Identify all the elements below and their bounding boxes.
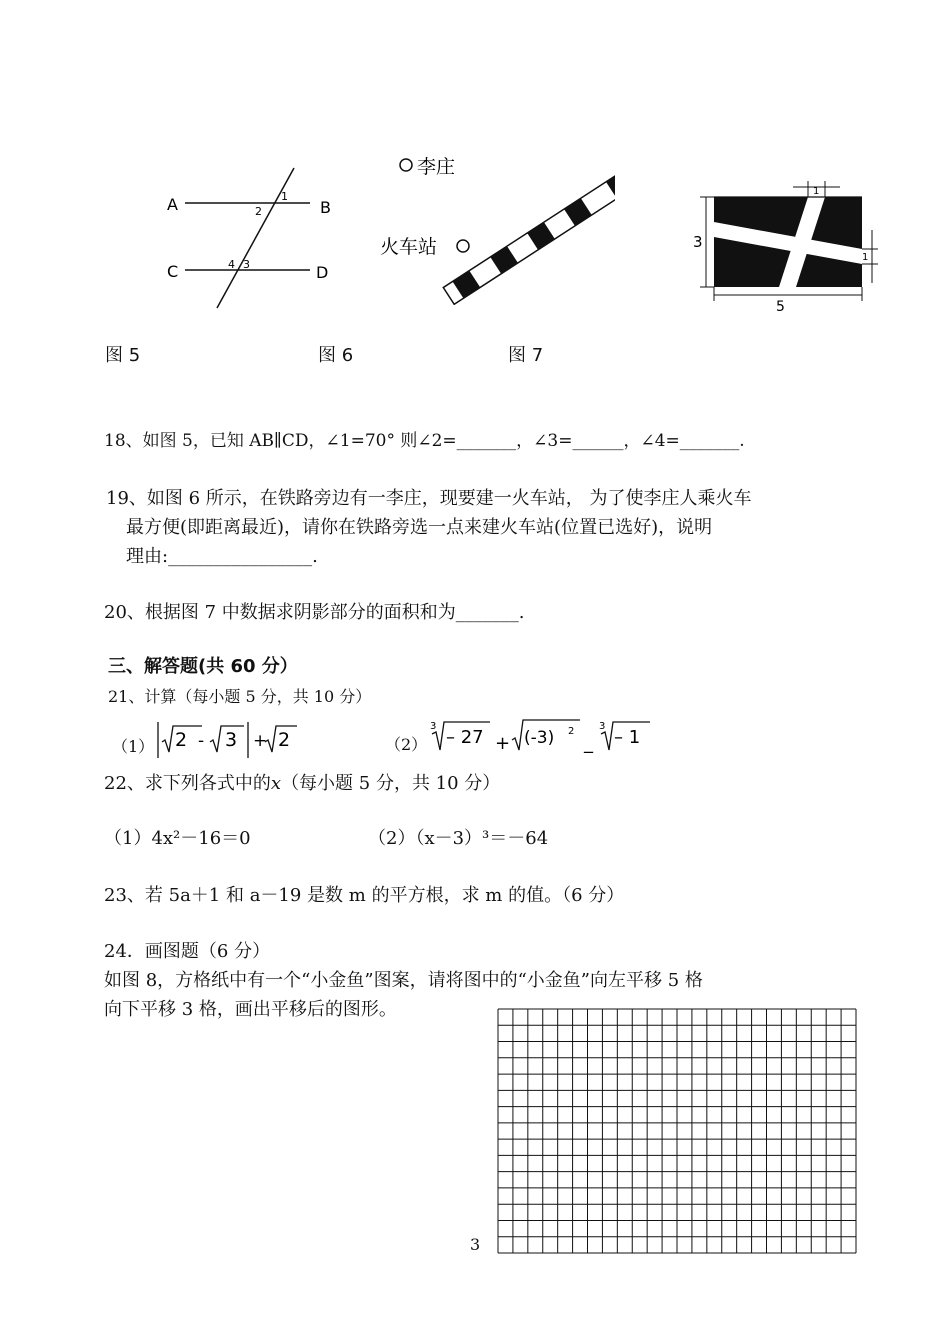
- fig5-label-C: C: [167, 262, 179, 281]
- question-18: 18、如图 5，已知 AB∥CD，∠1=70° 则∠2=_______，∠3=______，∠4=_______.: [104, 431, 745, 451]
- svg-text:– 27: – 27: [446, 727, 484, 748]
- fig5-caption: 图 5: [105, 345, 141, 366]
- fig7-dim-right: 1: [862, 252, 869, 263]
- section-3-title: 三、解答题(共 60 分）: [108, 656, 298, 677]
- svg-text:3: 3: [430, 721, 437, 732]
- svg-text:2: 2: [175, 729, 188, 751]
- fig7-dim-bottom: 5: [776, 299, 785, 315]
- question-22-2: （2）（x－3）³＝－64: [368, 828, 549, 849]
- svg-text:+: +: [253, 731, 268, 751]
- question-24-line-2: 向下平移 3 格，画出平移后的图形。: [104, 999, 397, 1020]
- svg-text:– 1: – 1: [614, 727, 641, 748]
- grid-paper: [490, 1007, 860, 1255]
- question-20: 20、根据图 7 中数据求阴影部分的面积和为_______.: [104, 602, 525, 623]
- svg-text:+: +: [495, 733, 511, 754]
- question-24-title: 24．画图题（6 分）: [104, 941, 271, 962]
- railway-track: [443, 168, 615, 305]
- svg-text:-: -: [198, 731, 205, 751]
- svg-text:2: 2: [568, 726, 575, 737]
- svg-text:_: _: [584, 733, 593, 754]
- question-22-variable: x: [270, 773, 282, 794]
- question-21-1-label: （1）: [112, 737, 155, 756]
- fig5-label-A: A: [167, 195, 178, 214]
- question-22-1: （1）4x²－16＝0: [104, 828, 251, 849]
- fig5-angle-4: 4: [228, 258, 235, 271]
- question-24-line-1: 如图 8，方格纸中有一个“小金鱼”图案，请将图中的“小金鱼”向左平移 5 格: [104, 970, 703, 991]
- fig5-angle-1: 1: [281, 190, 288, 203]
- question-21-2-expression: [428, 716, 653, 762]
- svg-text:(-3): (-3): [524, 728, 555, 748]
- question-22: [104, 773, 500, 795]
- fig6-caption: 图 6: [318, 345, 354, 366]
- question-21-2-label: （2）: [385, 735, 428, 754]
- question-22-prefix: 22、求下列各式中的: [104, 773, 271, 794]
- fig7-dim-top: 1: [813, 186, 820, 197]
- page-number: 3: [470, 1235, 481, 1254]
- svg-text:3: 3: [225, 729, 238, 751]
- question-19-line-2: 最方便(即距离最近)，请你在铁路旁选一点来建火车站(位置已选好)，说明: [126, 517, 713, 538]
- station-marker-icon: [457, 240, 469, 252]
- village-marker-icon: [400, 159, 412, 171]
- question-22-suffix: （每小题 5 分，共 10 分）: [281, 773, 501, 794]
- svg-text:2: 2: [278, 729, 291, 751]
- question-23: 23、若 5a＋1 和 a－19 是数 m 的平方根，求 m 的值。（6 分）: [104, 885, 625, 906]
- figure-6-diagram: [375, 145, 615, 305]
- fig5-label-B: B: [320, 198, 331, 217]
- question-21: 21、计算（每小题 5 分，共 10 分）: [108, 687, 372, 706]
- fig6-village-label: 李庄: [417, 156, 456, 178]
- question-19-line-3: 理由:________________.: [126, 546, 318, 567]
- svg-text:3: 3: [599, 721, 606, 732]
- fig5-angle-2: 2: [255, 205, 262, 218]
- fig7-dim-left: 3: [693, 233, 703, 251]
- question-21-1-expression: [152, 718, 297, 762]
- question-19-line-1: 19、如图 6 所示，在铁路旁边有一李庄，现要建一火车站， 为了使李庄人乘火车: [106, 488, 752, 509]
- figure-5-diagram: [150, 160, 350, 320]
- fig5-label-D: D: [316, 263, 329, 282]
- fig7-caption: 图 7: [508, 345, 544, 366]
- fig6-station-label: 火车站: [380, 236, 438, 258]
- fig5-angle-3: 3: [243, 258, 250, 271]
- figure-7-diagram: [690, 175, 885, 315]
